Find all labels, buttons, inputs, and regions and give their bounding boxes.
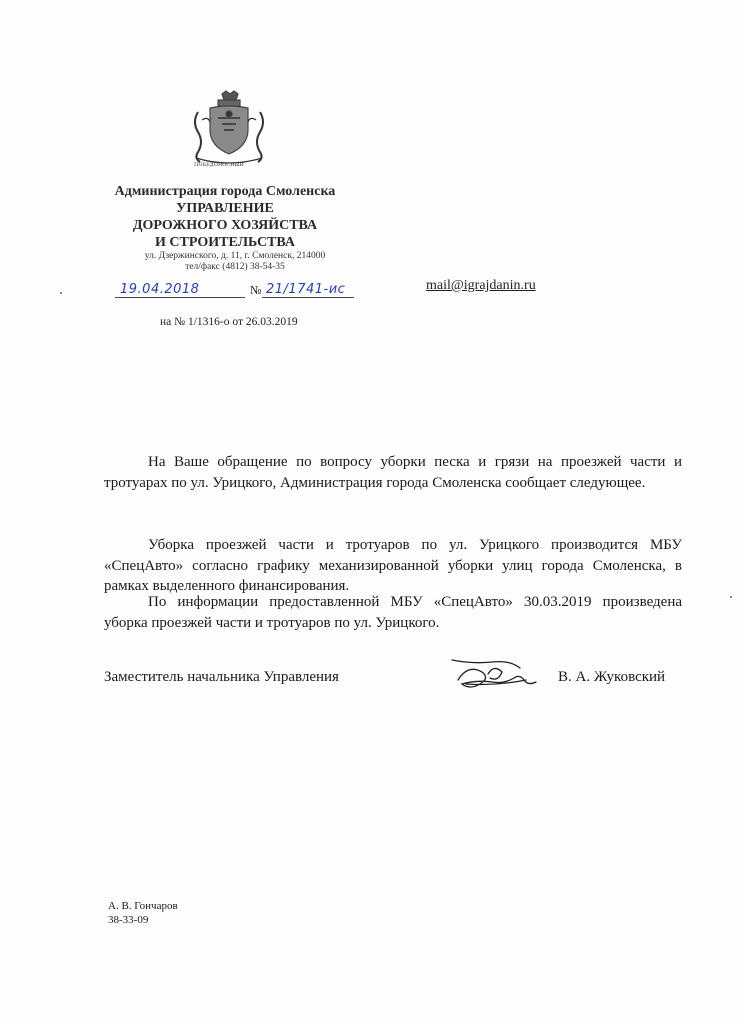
org-address: ул. Дзержинского, д. 11, г. Смоленск, 214000 — [144, 251, 326, 261]
org-department-line2: ДОРОЖНОГО ХОЗЯЙСТВА — [132, 218, 318, 233]
registration-date: 19.04.2018 — [120, 282, 200, 297]
number-sign: № — [250, 283, 262, 297]
registration-number: 21/1741-ис — [266, 282, 346, 297]
signatory-name: В. А. Жуковский — [558, 669, 666, 685]
smolensk-coat-of-arms-icon — [188, 90, 270, 168]
scan-speck — [60, 292, 62, 294]
handwritten-signature-icon — [448, 654, 552, 698]
body-paragraph-1: На Ваше обращение по вопросу уборки песка и грязи на проезжей части и тротуарах по ул. Урицкого, Администрация города Смоленска сообщает следующее. — [104, 454, 682, 491]
reference-number: на № 1/1316-о от 26.03.2019 — [160, 316, 298, 328]
org-administration: Администрация города Смоленска — [114, 184, 336, 199]
body-paragraph-3: По информации предоставленной МБУ «СпецАвто» 30.03.2019 произведена уборка проезжей части и тротуаров по ул. Урицкого. — [104, 594, 682, 631]
signatory-title: Заместитель начальника Управления — [104, 669, 339, 685]
date-underline — [115, 297, 245, 298]
org-department-line1: УПРАВЛЕНИЕ — [176, 201, 274, 216]
executor-phone: 38-33-09 — [108, 914, 149, 926]
body-paragraph-2: Уборка проезжей части и тротуаров по ул. Урицкого производится МБУ «СпецАвто» согласно графику механизированной уборки улиц города Смоленска, в рамках выделенного финансирования. — [104, 537, 682, 594]
org-phone: тел/факс (4812) 38-54-35 — [185, 262, 285, 272]
svg-text:ПОБЕДОНОСНЫЙ: ПОБЕДОНОСНЫЙ — [194, 162, 244, 168]
executor-name: А. В. Гончаров — [108, 900, 178, 912]
scan-speck — [730, 596, 732, 598]
number-underline — [262, 297, 354, 298]
recipient-email: mail@igrajdanin.ru — [426, 278, 536, 293]
org-department-line3: И СТРОИТЕЛЬСТВА — [155, 235, 295, 250]
